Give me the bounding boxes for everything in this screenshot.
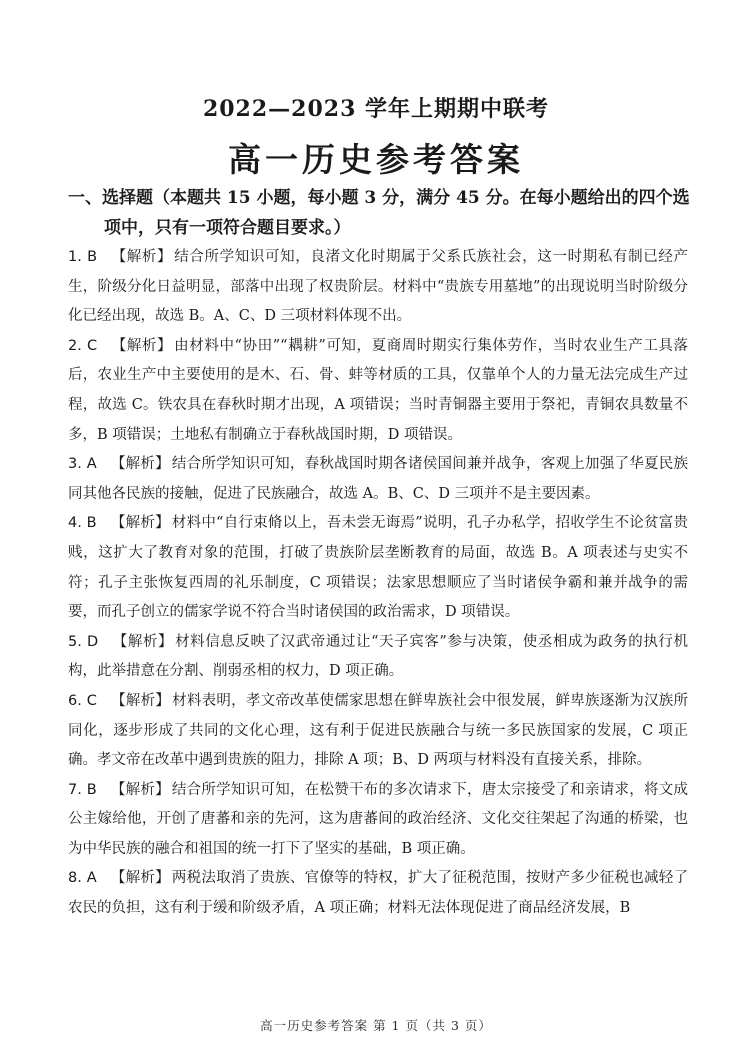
- exam-year-title: 2022—2023 学年上期期中联考: [202, 96, 550, 122]
- document-title: 高一历史参考答案: [228, 140, 524, 179]
- analysis-text: 结合所学知识可知，良渚文化时期属于父系氏族社会，这一时期私有制已经产生，阶级分化日益明显，部落中出现了权贵阶层。材料中“贵族专用墓地”的出现说明当时阶级分化已经出现，故选 B。A、C、D 三项材料体现不出。: [68, 249, 688, 325]
- analysis-text: 结合所学知识可知，在松赞干布的多次请求下，唐太宗接受了和亲请求，将文成公主嫁给他，开创了唐蕃和亲的先河，这为唐蕃间的政治经济、文化交往架起了沟通的桥梁，也为中华民族的融合和祖国的统一打下了坚实的基础，B 项正确。: [68, 781, 688, 857]
- answer-number: 2. C: [68, 337, 98, 354]
- answer-item: [68, 332, 688, 450]
- analysis-tag: 【解析】: [110, 692, 171, 709]
- analysis-tag: 【解析】: [112, 633, 174, 650]
- answer-number: 6. C: [68, 692, 97, 709]
- analysis-text: 材料信息反映了汉武帝通过让“天子宾客”参与决策，使丞相成为政务的执行机构，此举措意在分割、削弱丞相的权力，D 项正确。: [68, 633, 689, 680]
- section-heading-line1: 一、选择题（本题共 15 小题，每小题 3 分，满分 45 分。在每小题给出的四个选: [68, 188, 690, 208]
- analysis-text: 由材料中“协田”“耦耕”可知，夏商周时期实行集体劳作，当时农业生产工具落后，农业生产中主要使用的是木、石、骨、蚌等材质的工具，仅靠单个人的力量无法完成生产过程，故选 C。铁农具在春秋时期才出现，A 项错误；当时青铜器主要用于祭祀，青铜农具数量不多，B 项错误；土地私有制确立于春秋战国时期，D 项错误。: [68, 337, 689, 443]
- analysis-text: 材料中“自行束脩以上，吾未尝无诲焉”说明，孔子办私学，招收学生不论贫富贵贱，这扩大了教育对象的范围，打破了贵族阶层垄断教育的局面，故选 B。A 项表述与史实不符；孔子主张恢复西周的礼乐制度，C 项错误；法家思想顺应了当时诸侯争霸和兼并战争的需要，而孔子创立的儒家学说不符合当时诸侯国的政治需求，D 项错误。: [68, 515, 689, 621]
- answer-number: 7. B: [68, 781, 97, 798]
- answer-item: [68, 687, 688, 776]
- analysis-tag: 【解析】: [110, 870, 170, 887]
- answer-number: 4. B: [68, 515, 97, 532]
- analysis-text: 材料表明，孝文帝改革使儒家思想在鲜卑族社会中很发展，鲜卑族逐渐为汉族所同化，逐步形成了共同的文化心理，这有利于促进民族融合与统一多民族国家的发展，C 项正确。孝文帝在改革中遇到贵族的阻力，排除 A 项；B、D 两项与材料没有直接关系，排除。: [68, 692, 689, 769]
- analysis-tag: 【解析】: [110, 456, 170, 473]
- answer-number: 1. B: [68, 249, 98, 265]
- analysis-tag: 【解析】: [110, 515, 170, 532]
- answer-item: [68, 450, 688, 509]
- analysis-tag: 【解析】: [110, 781, 170, 798]
- answer-list: [68, 243, 688, 924]
- section-heading-line2: 项中，只有一项符合题目要求。）: [104, 218, 351, 238]
- analysis-text: 结合所学知识可知，春秋战国时期各诸侯国间兼并战争，客观上加强了华夏民族同其他各民族的接触，促进了民族融合，故选 A。B、C、D 三项并不是主要因素。: [68, 456, 688, 502]
- answer-item: [68, 509, 688, 627]
- page-footer: 高一历史参考答案 第 1 页（共 3 页）: [260, 1018, 492, 1033]
- answer-item: [68, 628, 688, 687]
- answer-number: 3. A: [68, 456, 97, 473]
- answer-item: [68, 864, 688, 923]
- answer-number: 8. A: [68, 870, 97, 887]
- section-heading: [68, 183, 698, 243]
- answer-number: 5. D: [68, 633, 99, 650]
- analysis-tag: 【解析】: [111, 249, 173, 265]
- answer-item: [68, 776, 688, 865]
- analysis-tag: 【解析】: [111, 337, 173, 354]
- analysis-text: 两税法取消了贵族、官僚等的特权，扩大了征税范围，按财产多少征税也减轻了农民的负担，这有利于缓和阶级矛盾，A 项正确；材料无法体现促进了商品经济发展，B: [68, 870, 688, 917]
- answer-item: [68, 243, 688, 332]
